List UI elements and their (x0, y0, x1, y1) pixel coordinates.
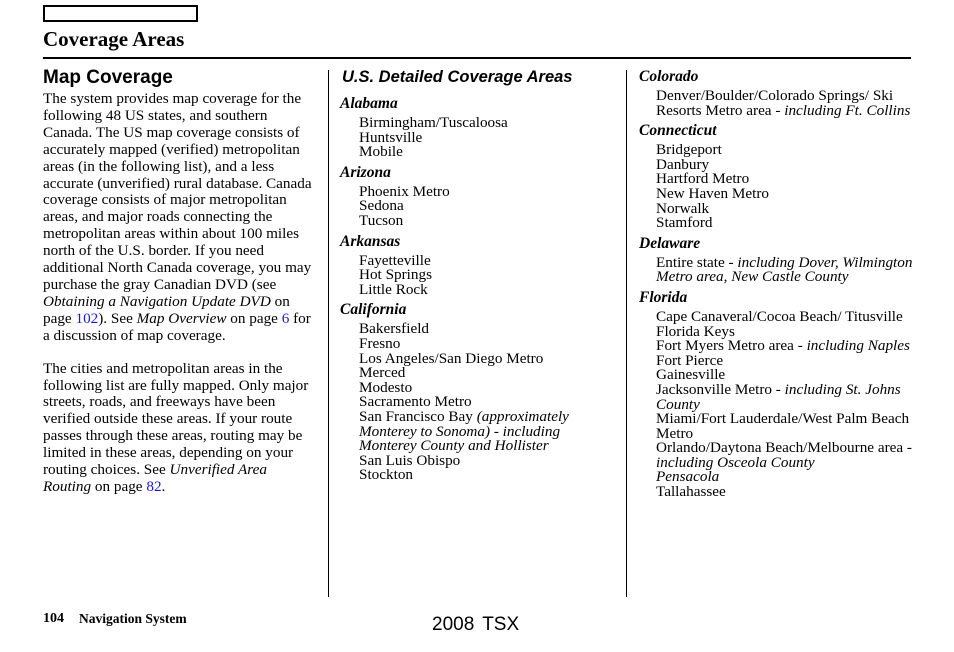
p1-text-a: The system provides map coverage for the following 48 US states, and southern Canada. The US map coverage consists of accurately mapped (verified) metropolitan areas (in the following list), and a less accurate (unverified) rural database. Canada coverage consists of major metropolitan areas, and major roads connecting the metropolitan areas within about 100 miles north of the U.S. border. If you need additional North Canada coverage, you may purchase the gray Canadian DVD (see (43, 90, 312, 293)
page-title: Coverage Areas (43, 27, 185, 51)
list-item: Fresno (359, 334, 401, 352)
page-link-6[interactable]: 6 (281, 309, 290, 327)
list-item: Hot Springs (359, 266, 432, 284)
page-link-82[interactable]: 82 (146, 477, 162, 495)
p1-ref-map-overview: Map Overview (136, 309, 227, 327)
list-item: Mobile (359, 143, 403, 161)
p1-text-c: ). See (98, 309, 137, 327)
connecticut-city-list (656, 143, 919, 231)
list-item: Bridgeport (656, 141, 722, 159)
us-coverage-column-2 (639, 67, 919, 504)
state-arizona: Arizona (340, 163, 391, 181)
colorado-city-list (656, 89, 919, 118)
florida-city-list (656, 307, 919, 501)
pensacola-name: Pensacola (656, 468, 720, 486)
p1-text-e: for a discussion of map coverage. (43, 309, 311, 344)
page-link-102[interactable]: 102 (75, 309, 99, 327)
sf-bay-note: (approximately Monterey to Sonoma) - including Monterey County and Hollister (359, 407, 569, 455)
denver-note: including Ft. Collins (784, 101, 911, 119)
list-item: Los Angeles/San Diego Metro (359, 349, 544, 367)
list-item: Florida Keys (656, 322, 735, 340)
alabama-city-list (359, 116, 610, 160)
p2-text-a: The cities and metropolitan areas in the following list are fully mapped. Only major streets, roads, and freeways have been verified outside these areas. If your route passes through these areas, routing may be limited in these areas, depending on your routing choices. See (43, 359, 309, 479)
list-item: Norwalk (656, 199, 710, 217)
map-coverage-column (43, 67, 318, 496)
list-item (656, 380, 919, 413)
list-item (359, 407, 610, 455)
jacksonville-note: including St. Johns County (656, 380, 901, 413)
list-item: San Luis Obispo (359, 451, 461, 469)
map-coverage-paragraph-2 (43, 361, 318, 496)
list-item: Stamford (656, 214, 713, 232)
list-item: Fort Pierce (656, 351, 724, 369)
list-item: Tallahassee (656, 483, 726, 501)
list-item: Huntsville (359, 128, 423, 146)
delaware-entire-state: Entire state - (656, 253, 738, 271)
state-california: California (340, 301, 407, 319)
list-item: Modesto (359, 378, 413, 396)
list-item (656, 89, 919, 118)
us-coverage-column-1 (340, 67, 610, 487)
list-item: Cape Canaveral/Cocoa Beach/ Titusville (656, 307, 903, 325)
california-city-list (359, 322, 610, 483)
map-coverage-heading: Map Coverage (43, 67, 173, 88)
orlando-name: Orlando/Daytona Beach/Melbourne area - (656, 439, 912, 457)
state-arkansas: Arkansas (340, 232, 401, 250)
fort-myers-name: Fort Myers Metro area - (656, 337, 807, 355)
list-item: Miami/Fort Lauderdale/West Palm Beach Metro (656, 410, 910, 442)
fort-myers-note: including Naples (806, 337, 910, 355)
list-item: Phoenix Metro (359, 182, 450, 200)
list-item: Merced (359, 364, 406, 382)
state-colorado: Colorado (639, 68, 699, 85)
list-item: Danbury (656, 155, 710, 173)
delaware-city-list (656, 253, 919, 286)
orlando-note: including Osceola County (656, 453, 815, 471)
p1-text-b: on page (43, 292, 290, 327)
state-delaware: Delaware (639, 234, 701, 252)
list-item: Stockton (359, 466, 414, 484)
denver-name: Denver/Boulder/Colorado Springs/ Ski Resorts Metro area - (656, 87, 894, 119)
us-coverage-heading: U.S. Detailed Coverage Areas (342, 68, 573, 86)
page-number: 104 (43, 611, 64, 626)
list-item (656, 441, 919, 470)
list-item: Little Rock (359, 280, 428, 298)
list-item: Gainesville (656, 366, 726, 384)
jacksonville-name: Jacksonville Metro - (656, 380, 785, 398)
title-divider (43, 57, 911, 59)
arizona-city-list (359, 182, 610, 229)
list-item (656, 253, 919, 286)
column-divider-1 (328, 70, 329, 597)
p2-ref-unverified-routing: Unverified Area Routing (43, 461, 267, 495)
sf-bay-name: San Francisco Bay (359, 407, 477, 425)
p2-text-b: on page (91, 477, 147, 495)
state-florida: Florida (639, 288, 688, 306)
header-tab-box (43, 5, 198, 22)
p1-ref-update-dvd: Obtaining a Navigation Update DVD (43, 292, 271, 310)
list-item: New Haven Metro (656, 184, 770, 202)
list-item: Sedona (359, 197, 404, 215)
arkansas-city-list (359, 251, 610, 298)
list-item: Sacramento Metro (359, 393, 472, 411)
column-divider-2 (626, 70, 627, 597)
delaware-note: including Dover, Wilmington Metro area, New Castle County (656, 253, 913, 286)
state-connecticut: Connecticut (639, 122, 717, 140)
p2-text-c: . (161, 477, 166, 495)
list-item: Hartford Metro (656, 170, 750, 188)
list-item: Fayetteville (359, 251, 431, 269)
p1-text-d: on page (226, 309, 282, 327)
footer-section-title: Navigation System (79, 611, 187, 626)
state-alabama: Alabama (340, 95, 398, 112)
footer-model-name: 2008 TSX (432, 614, 520, 635)
list-item: Birmingham/Tuscaloosa (359, 114, 508, 131)
list-item: Bakersfield (359, 320, 430, 338)
map-coverage-paragraph-1 (43, 91, 318, 345)
list-item: Tucson (359, 211, 404, 229)
